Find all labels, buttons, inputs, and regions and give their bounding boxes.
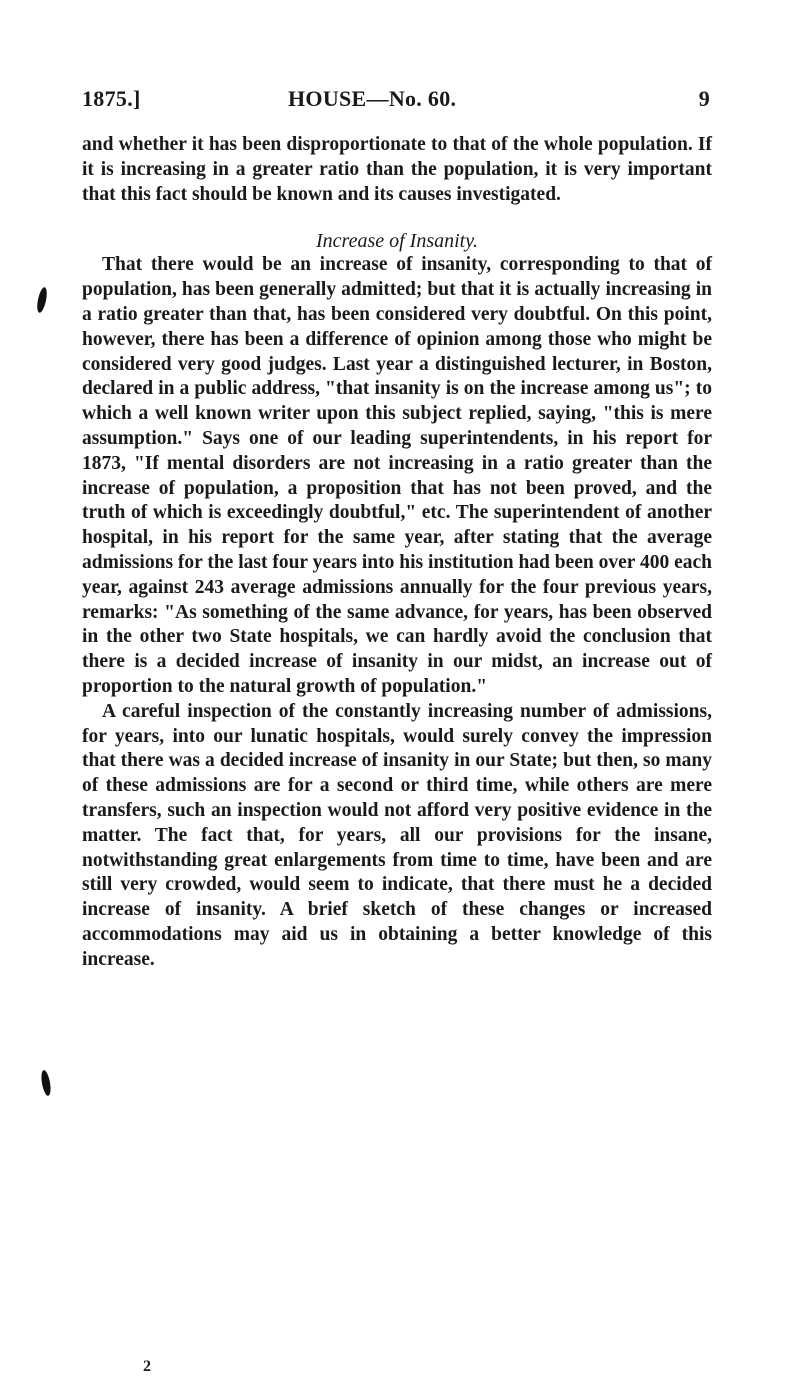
running-header (82, 86, 710, 116)
margin-blot-lower (40, 1070, 52, 1097)
paragraph-2: A careful inspection of the constantly increasing number of admissions, for years, into our lunatic hospitals, would surely convey the impression that there was a decided increase of insanity in our State; but then, so many of these admissions are for a second or third time, while others are mere transfers, such an inspection would not afford very positive evidence in the matter. The fact that, for years, all our provisions for the insane, notwithstanding great enlargements from time to time, have been and are still very crowded, would seem to indicate, that there must he a decided increase of insanity. A brief sketch of these changes or increased accommodations may aid us in obtaining a better knowledge of this increase. (82, 700, 712, 970)
header-title: HOUSE—No. 60. (288, 86, 457, 111)
header-year: 1875.] (82, 86, 141, 111)
paragraph-1: That there would be an increase of insanity, corresponding to that of population, has been generally admitted; but that it is actually increasing in a ratio greater than that, has been considered very doubtful. On this point, however, there has been a difference of opinion among those who might be considered very good judges. Last year a distinguished lecturer, in Boston, declared in a public address, "that insanity is on the increase among us"; to which a well known writer upon this subject replied, saying, "this is mere assumption." Says one of our leading superintendents, in his report for 1873, "If mental disorders are not increasing in a ratio greater than the increase of population, a proposition that has not been proved, and the truth of which is exceedingly doubtful," etc. The superintendent of another hospital, in his report for the same year, after stating that the average admissions for the last four years into his institution had been over 400 each year, against 243 average admissions annually for the four previous years, remarks: "As something of the same advance, for years, has been observed in the other two State hospitals, we can hardly avoid the conclusion that there is a decided increase of insanity in our midst, an increase out of proportion to the natural growth of population." (82, 254, 713, 697)
page-body (82, 133, 712, 973)
intro-paragraph: and whether it has been disproportionate to that of the whole population. If it is increasing in a greater ratio than the population, it is very important that this fact should be known and its causes investigated. (82, 134, 712, 205)
margin-blot-upper (35, 286, 48, 313)
page-number: 9 (698, 86, 710, 111)
section-heading: Increase of Insanity. (315, 230, 478, 253)
signature-mark: 2 (143, 1358, 151, 1375)
